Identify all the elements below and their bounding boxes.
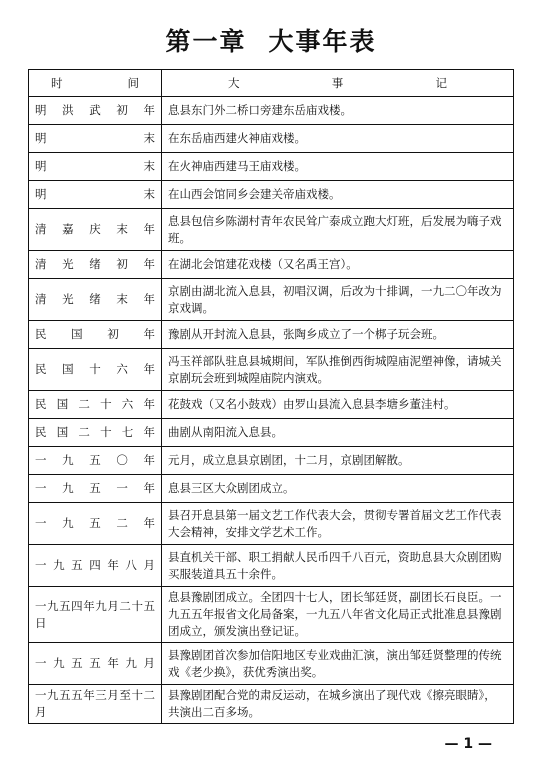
row-event: 花鼓戏（又名小鼓戏）由罗山县流入息县李塘乡董洼村。 [162,391,514,419]
chapter-name: 大事年表 [268,27,377,56]
row-event: 息县东门外二桥口旁建东岳庙戏楼。 [162,97,514,125]
row-time: 一九五五年九月 [29,643,162,685]
header-event-char: 大 [228,75,240,90]
row-event: 息县豫剧团成立。全团四十七人，团长邹廷贤，副团长石良臣。一九五五年报省文化局备案，一九五八年省文化局正式批准息县豫剧团成立，颁发演出登记证。 [162,587,514,643]
row-time: 明末 [29,153,162,181]
table-row [29,643,514,685]
row-time: 清光绪初年 [29,251,162,279]
row-event: 豫剧从开封流入息县，张陶乡成立了一个梆子玩会班。 [162,321,514,349]
row-time: 民国十六年 [29,349,162,391]
header-time: 时间 [29,70,162,97]
table-row [29,97,514,125]
table-row [29,545,514,587]
table-row [29,153,514,181]
chapter-title [0,22,542,58]
row-time: 一九五四年八月 [29,545,162,587]
table-row [29,279,514,321]
table-row [29,685,514,724]
row-event: 曲剧从南阳流入息县。 [162,419,514,447]
row-time: 民国二十七年 [29,419,162,447]
row-time [29,587,162,643]
row-event: 县豫剧团首次参加信阳地区专业戏曲汇演，演出邹廷贤整理的传统戏《老少换》，获优秀演出奖。 [162,643,514,685]
table-row [29,419,514,447]
table-row [29,349,514,391]
table-row [29,181,514,209]
header-event-char: 记 [435,75,447,90]
row-time [29,685,162,724]
row-time: 一九五〇年 [29,447,162,475]
table-row [29,475,514,503]
table-row [29,391,514,419]
chapter-number: 第一章 [165,27,247,56]
row-time: 明末 [29,125,162,153]
header-event-char: 事 [331,75,344,90]
row-time: 民国二十六年 [29,391,162,419]
table-row [29,321,514,349]
row-time: 清光绪末年 [29,279,162,321]
row-event: 京剧由湖北流入息县，初唱汉调，后改为十排调，一九二〇年改为京戏调。 [162,279,514,321]
row-event: 县召开息县第一届文艺工作代表大会，贯彻专署首届文艺工作代表大会精神，安排文学艺术工作。 [162,503,514,545]
row-time-text: 一九五四年九月二十五日 [35,598,155,630]
row-time: 明洪武初年 [29,97,162,125]
header-event [162,70,514,97]
chronology-table [28,69,514,724]
row-event: 息县三区大众剧团成立。 [162,475,514,503]
page-number: — 1 — [444,736,492,752]
row-time: 明末 [29,181,162,209]
row-time: 一九五二年 [29,503,162,545]
table-row [29,251,514,279]
table-row [29,209,514,251]
row-event: 县豫剧团配合党的肃反运动，在城乡演出了现代戏《擦亮眼睛》，共演出二百多场。 [162,685,514,724]
row-event: 冯玉祥部队驻息县城期间，军队推倒西街城隍庙泥塑神像，请城关京剧玩会班到城隍庙院内演戏。 [162,349,514,391]
table-row [29,125,514,153]
row-time: 民国初年 [29,321,162,349]
row-event: 在山西会馆同乡会建关帝庙戏楼。 [162,181,514,209]
row-event: 在火神庙西建马王庙戏楼。 [162,153,514,181]
row-event: 在湖北会馆建花戏楼（又名禹王宫）。 [162,251,514,279]
row-time-text: 一九五五年三月至十二月 [35,688,155,719]
table-row [29,447,514,475]
row-event: 县直机关干部、职工捐献人民币四千八百元，资助息县大众剧团购买服装道具五十余件。 [162,545,514,587]
table-row [29,503,514,545]
table-row [29,587,514,643]
row-event: 在东岳庙西建火神庙戏楼。 [162,125,514,153]
row-time: 清嘉庆末年 [29,209,162,251]
row-event: 元月，成立息县京剧团，十二月，京剧团解散。 [162,447,514,475]
row-event: 息县包信乡陈湖村青年农民耸广泰成立跑大灯班，后发展为嗨子戏班。 [162,209,514,251]
table-header-row [29,70,514,97]
row-time: 一九五一年 [29,475,162,503]
